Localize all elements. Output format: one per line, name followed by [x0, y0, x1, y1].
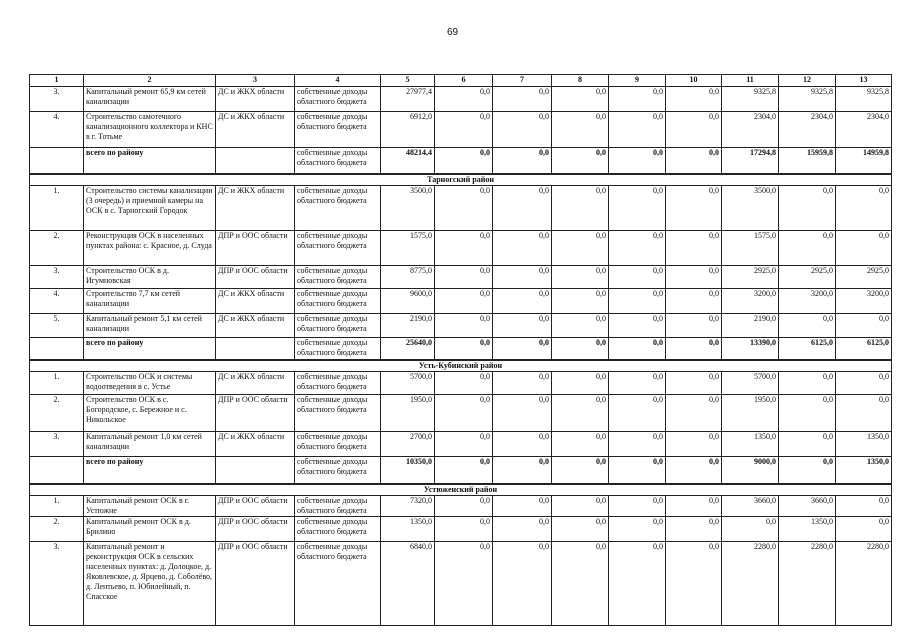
responsible-org: ДПР и ООС области — [216, 496, 295, 517]
total-amount-cell: 0,0 — [552, 338, 609, 361]
amount-cell: 0,0 — [779, 395, 836, 432]
amount-cell: 0,0 — [666, 517, 722, 542]
district-title: Тарногский район — [30, 174, 892, 186]
amount-cell: 0,0 — [493, 266, 552, 289]
amount-cell: 2304,0 — [722, 112, 779, 148]
empty-cell — [216, 338, 295, 361]
total-amount-cell: 0,0 — [609, 338, 666, 361]
amount-cell: 0,0 — [609, 186, 666, 231]
column-header: 9 — [609, 75, 666, 87]
amount-cell: 0,0 — [435, 186, 493, 231]
funding-source: собственные доходы областного бюджета — [295, 432, 381, 457]
amount-cell: 0,0 — [836, 395, 892, 432]
amount-cell: 1350,0 — [779, 517, 836, 542]
column-header: 12 — [779, 75, 836, 87]
total-row — [30, 338, 892, 361]
table-row — [30, 542, 892, 626]
responsible-org: ДПР и ООС области — [216, 266, 295, 289]
amount-cell: 2280,0 — [779, 542, 836, 626]
column-header: 3 — [216, 75, 295, 87]
header-row — [30, 75, 892, 87]
amount-cell: 6840,0 — [381, 542, 435, 626]
empty-cell — [216, 148, 295, 175]
amount-cell: 0,0 — [836, 186, 892, 231]
column-header: 7 — [493, 75, 552, 87]
total-label: всего по району — [84, 457, 216, 485]
responsible-org: ДС и ЖКХ области — [216, 87, 295, 112]
empty-cell — [30, 457, 84, 485]
amount-cell: 0,0 — [493, 231, 552, 266]
amount-cell: 0,0 — [609, 496, 666, 517]
measure-name: Капитальный ремонт и реконструкция ОСК в сельских населенных пунктах: д. Долоцкое, д. Яковлевское, д. Ярцево, д. Соболёво, д. Лентьево, п. Юбилейный, п. Спасское — [84, 542, 216, 626]
measure-name: Строительство ОСК в д. Игумновская — [84, 266, 216, 289]
amount-cell: 0,0 — [435, 231, 493, 266]
amount-cell: 0,0 — [493, 289, 552, 314]
responsible-org: ДПР и ООС области — [216, 517, 295, 542]
amount-cell: 0,0 — [552, 432, 609, 457]
row-number: 4. — [30, 289, 84, 314]
responsible-org: ДПР и ООС области — [216, 395, 295, 432]
amount-cell: 0,0 — [666, 186, 722, 231]
measure-name: Строительство 7,7 км сетей канализации — [84, 289, 216, 314]
table-row — [30, 372, 892, 395]
measure-name: Капитальный ремонт ОСК в г. Устюжне — [84, 496, 216, 517]
table-row — [30, 432, 892, 457]
responsible-org: ДПР и ООС области — [216, 542, 295, 626]
funding-source: собственные доходы областного бюджета — [295, 314, 381, 338]
measure-name: Капитальный ремонт 65,9 км сетей канализации — [84, 87, 216, 112]
amount-cell: 0,0 — [836, 231, 892, 266]
amount-cell: 1575,0 — [381, 231, 435, 266]
amount-cell: 0,0 — [435, 112, 493, 148]
total-amount-cell: 0,0 — [552, 148, 609, 175]
amount-cell: 3660,0 — [722, 496, 779, 517]
page-number: 69 — [446, 27, 459, 38]
row-number: 1. — [30, 372, 84, 395]
row-number: 2. — [30, 231, 84, 266]
total-amount-cell: 14959,8 — [836, 148, 892, 175]
total-amount-cell: 25640,0 — [381, 338, 435, 361]
amount-cell: 3660,0 — [779, 496, 836, 517]
responsible-org: ДС и ЖКХ области — [216, 314, 295, 338]
funding-source: собственные доходы областного бюджета — [295, 289, 381, 314]
amount-cell: 1350,0 — [381, 517, 435, 542]
amount-cell: 0,0 — [552, 517, 609, 542]
amount-cell: 9325,8 — [779, 87, 836, 112]
responsible-org: ДС и ЖКХ области — [216, 289, 295, 314]
amount-cell: 0,0 — [435, 266, 493, 289]
measure-name: Строительство ОСК и системы водоотведения в с. Устье — [84, 372, 216, 395]
amount-cell: 1350,0 — [836, 432, 892, 457]
amount-cell: 2304,0 — [779, 112, 836, 148]
table-row — [30, 289, 892, 314]
amount-cell: 0,0 — [666, 266, 722, 289]
responsible-org: ДС и ЖКХ области — [216, 186, 295, 231]
measure-name: Строительство самотечного канализационного коллектора и КНС в г. Тотьме — [84, 112, 216, 148]
amount-cell: 0,0 — [609, 372, 666, 395]
amount-cell: 3500,0 — [381, 186, 435, 231]
amount-cell: 2280,0 — [722, 542, 779, 626]
total-amount-cell: 0,0 — [493, 457, 552, 485]
table-row — [30, 266, 892, 289]
amount-cell: 0,0 — [552, 372, 609, 395]
amount-cell: 0,0 — [666, 542, 722, 626]
table-row — [30, 395, 892, 432]
total-amount-cell: 0,0 — [435, 148, 493, 175]
amount-cell: 0,0 — [435, 432, 493, 457]
total-amount-cell: 0,0 — [666, 338, 722, 361]
program-table — [29, 74, 892, 626]
amount-cell: 3200,0 — [722, 289, 779, 314]
amount-cell: 0,0 — [609, 314, 666, 338]
funding-source: собственные доходы областного бюджета — [295, 112, 381, 148]
amount-cell: 0,0 — [435, 314, 493, 338]
column-header: 8 — [552, 75, 609, 87]
total-amount-cell: 0,0 — [493, 338, 552, 361]
amount-cell: 0,0 — [435, 87, 493, 112]
total-amount-cell: 9000,0 — [722, 457, 779, 485]
district-title: Усть-Кубинский район — [30, 360, 892, 372]
row-number: 2. — [30, 517, 84, 542]
funding-source: собственные доходы областного бюджета — [295, 231, 381, 266]
row-number: 3. — [30, 432, 84, 457]
total-amount-cell: 0,0 — [435, 457, 493, 485]
empty-cell — [30, 338, 84, 361]
amount-cell: 0,0 — [493, 496, 552, 517]
row-number: 3. — [30, 266, 84, 289]
table-row — [30, 231, 892, 266]
measure-name: Строительство ОСК в с. Богородское, с. Бережное и с. Никольское — [84, 395, 216, 432]
amount-cell: 0,0 — [552, 87, 609, 112]
measure-name: Строительство системы канализации (3 очередь) и приемной камеры на ОСК в с. Тарногский Городок — [84, 186, 216, 231]
amount-cell: 0,0 — [493, 112, 552, 148]
funding-source: собственные доходы областного бюджета — [295, 395, 381, 432]
amount-cell: 0,0 — [552, 231, 609, 266]
amount-cell: 7320,0 — [381, 496, 435, 517]
amount-cell: 0,0 — [779, 186, 836, 231]
amount-cell: 0,0 — [666, 395, 722, 432]
amount-cell: 0,0 — [609, 432, 666, 457]
amount-cell: 0,0 — [609, 289, 666, 314]
amount-cell: 0,0 — [666, 496, 722, 517]
column-header: 4 — [295, 75, 381, 87]
amount-cell: 0,0 — [836, 517, 892, 542]
amount-cell: 2925,0 — [836, 266, 892, 289]
amount-cell: 0,0 — [666, 432, 722, 457]
amount-cell: 5700,0 — [381, 372, 435, 395]
amount-cell: 1350,0 — [722, 432, 779, 457]
amount-cell: 1575,0 — [722, 231, 779, 266]
amount-cell: 0,0 — [836, 314, 892, 338]
amount-cell: 0,0 — [609, 542, 666, 626]
total-amount-cell: 0,0 — [435, 338, 493, 361]
total-amount-cell: 0,0 — [552, 457, 609, 485]
funding-source: собственные доходы областного бюджета — [295, 148, 381, 175]
total-amount-cell: 0,0 — [493, 148, 552, 175]
amount-cell: 0,0 — [493, 395, 552, 432]
amount-cell: 2190,0 — [722, 314, 779, 338]
empty-cell — [30, 148, 84, 175]
district-title: Устюженский район — [30, 484, 892, 496]
amount-cell: 0,0 — [552, 289, 609, 314]
amount-cell: 0,0 — [666, 314, 722, 338]
amount-cell: 0,0 — [552, 542, 609, 626]
amount-cell: 0,0 — [779, 372, 836, 395]
row-number: 4. — [30, 112, 84, 148]
measure-name: Капитальный ремонт ОСК в д. Брилино — [84, 517, 216, 542]
column-header: 10 — [666, 75, 722, 87]
amount-cell: 9325,8 — [836, 87, 892, 112]
funding-source: собственные доходы областного бюджета — [295, 87, 381, 112]
amount-cell: 0,0 — [552, 314, 609, 338]
amount-cell: 0,0 — [609, 517, 666, 542]
amount-cell: 0,0 — [493, 372, 552, 395]
funding-source: собственные доходы областного бюджета — [295, 372, 381, 395]
funding-source: собственные доходы областного бюджета — [295, 517, 381, 542]
amount-cell: 0,0 — [609, 231, 666, 266]
funding-source: собственные доходы областного бюджета — [295, 338, 381, 361]
empty-cell — [216, 457, 295, 485]
column-header: 11 — [722, 75, 779, 87]
amount-cell: 0,0 — [609, 87, 666, 112]
column-header: 13 — [836, 75, 892, 87]
total-amount-cell: 10350,0 — [381, 457, 435, 485]
measure-name: Капитальный ремонт 1,0 км сетей канализации — [84, 432, 216, 457]
total-amount-cell: 6125,0 — [836, 338, 892, 361]
amount-cell: 0,0 — [836, 496, 892, 517]
amount-cell: 0,0 — [552, 266, 609, 289]
amount-cell: 0,0 — [836, 372, 892, 395]
amount-cell: 0,0 — [435, 517, 493, 542]
responsible-org: ДС и ЖКХ области — [216, 372, 295, 395]
total-row — [30, 457, 892, 485]
district-header-row — [30, 174, 892, 186]
total-row — [30, 148, 892, 175]
measure-name: Капитальный ремонт 5,1 км сетей канализации — [84, 314, 216, 338]
amount-cell: 0,0 — [779, 432, 836, 457]
amount-cell: 0,0 — [435, 372, 493, 395]
amount-cell: 0,0 — [552, 395, 609, 432]
amount-cell: 0,0 — [666, 112, 722, 148]
row-number: 3. — [30, 87, 84, 112]
amount-cell: 0,0 — [666, 372, 722, 395]
funding-source: собственные доходы областного бюджета — [295, 542, 381, 626]
table-row — [30, 496, 892, 517]
amount-cell: 0,0 — [779, 231, 836, 266]
amount-cell: 0,0 — [666, 231, 722, 266]
column-header: 5 — [381, 75, 435, 87]
amount-cell: 2925,0 — [722, 266, 779, 289]
total-label: всего по району — [84, 148, 216, 175]
amount-cell: 0,0 — [779, 314, 836, 338]
amount-cell: 0,0 — [493, 186, 552, 231]
amount-cell: 5700,0 — [722, 372, 779, 395]
amount-cell: 2280,0 — [836, 542, 892, 626]
amount-cell: 1950,0 — [722, 395, 779, 432]
amount-cell: 0,0 — [493, 517, 552, 542]
amount-cell: 0,0 — [435, 496, 493, 517]
table-row — [30, 517, 892, 542]
table-row — [30, 186, 892, 231]
amount-cell: 2190,0 — [381, 314, 435, 338]
amount-cell: 2700,0 — [381, 432, 435, 457]
row-number: 1. — [30, 186, 84, 231]
responsible-org: ДС и ЖКХ области — [216, 112, 295, 148]
total-amount-cell: 6125,0 — [779, 338, 836, 361]
total-amount-cell: 1350,0 — [836, 457, 892, 485]
total-amount-cell: 0,0 — [609, 148, 666, 175]
amount-cell: 6912,0 — [381, 112, 435, 148]
measure-name: Реконструкция ОСК в населенных пунктах района: с. Красное, д. Слуда — [84, 231, 216, 266]
column-header: 6 — [435, 75, 493, 87]
amount-cell: 0,0 — [435, 395, 493, 432]
amount-cell: 0,0 — [609, 395, 666, 432]
row-number: 3. — [30, 542, 84, 626]
funding-source: собственные доходы областного бюджета — [295, 457, 381, 485]
column-header: 1 — [30, 75, 84, 87]
funding-source: собственные доходы областного бюджета — [295, 186, 381, 231]
amount-cell: 0,0 — [552, 112, 609, 148]
amount-cell: 3500,0 — [722, 186, 779, 231]
table-row — [30, 112, 892, 148]
table-row — [30, 87, 892, 112]
amount-cell: 0,0 — [435, 542, 493, 626]
total-amount-cell: 0,0 — [666, 148, 722, 175]
amount-cell: 3200,0 — [836, 289, 892, 314]
amount-cell: 0,0 — [666, 87, 722, 112]
amount-cell: 2304,0 — [836, 112, 892, 148]
amount-cell: 9325,8 — [722, 87, 779, 112]
amount-cell: 0,0 — [493, 87, 552, 112]
amount-cell: 0,0 — [493, 314, 552, 338]
amount-cell: 0,0 — [435, 289, 493, 314]
amount-cell: 3200,0 — [779, 289, 836, 314]
amount-cell: 27977,4 — [381, 87, 435, 112]
amount-cell: 8775,0 — [381, 266, 435, 289]
total-amount-cell: 15959,8 — [779, 148, 836, 175]
table-row — [30, 314, 892, 338]
amount-cell: 0,0 — [666, 289, 722, 314]
row-number: 2. — [30, 395, 84, 432]
total-label: всего по району — [84, 338, 216, 361]
amount-cell: 0,0 — [609, 266, 666, 289]
total-amount-cell: 13390,0 — [722, 338, 779, 361]
amount-cell: 0,0 — [552, 496, 609, 517]
total-amount-cell: 0,0 — [666, 457, 722, 485]
responsible-org: ДПР и ООС области — [216, 231, 295, 266]
amount-cell: 0,0 — [552, 186, 609, 231]
responsible-org: ДС и ЖКХ области — [216, 432, 295, 457]
total-amount-cell: 17294,8 — [722, 148, 779, 175]
total-amount-cell: 0,0 — [609, 457, 666, 485]
row-number: 5. — [30, 314, 84, 338]
amount-cell: 0,0 — [493, 542, 552, 626]
funding-source: собственные доходы областного бюджета — [295, 496, 381, 517]
amount-cell: 0,0 — [722, 517, 779, 542]
row-number: 1. — [30, 496, 84, 517]
amount-cell: 1950,0 — [381, 395, 435, 432]
total-amount-cell: 48214,4 — [381, 148, 435, 175]
total-amount-cell: 0,0 — [779, 457, 836, 485]
amount-cell: 0,0 — [609, 112, 666, 148]
district-header-row — [30, 360, 892, 372]
funding-source: собственные доходы областного бюджета — [295, 266, 381, 289]
amount-cell: 0,0 — [493, 432, 552, 457]
amount-cell: 9600,0 — [381, 289, 435, 314]
column-header: 2 — [84, 75, 216, 87]
amount-cell: 2925,0 — [779, 266, 836, 289]
district-header-row — [30, 484, 892, 496]
